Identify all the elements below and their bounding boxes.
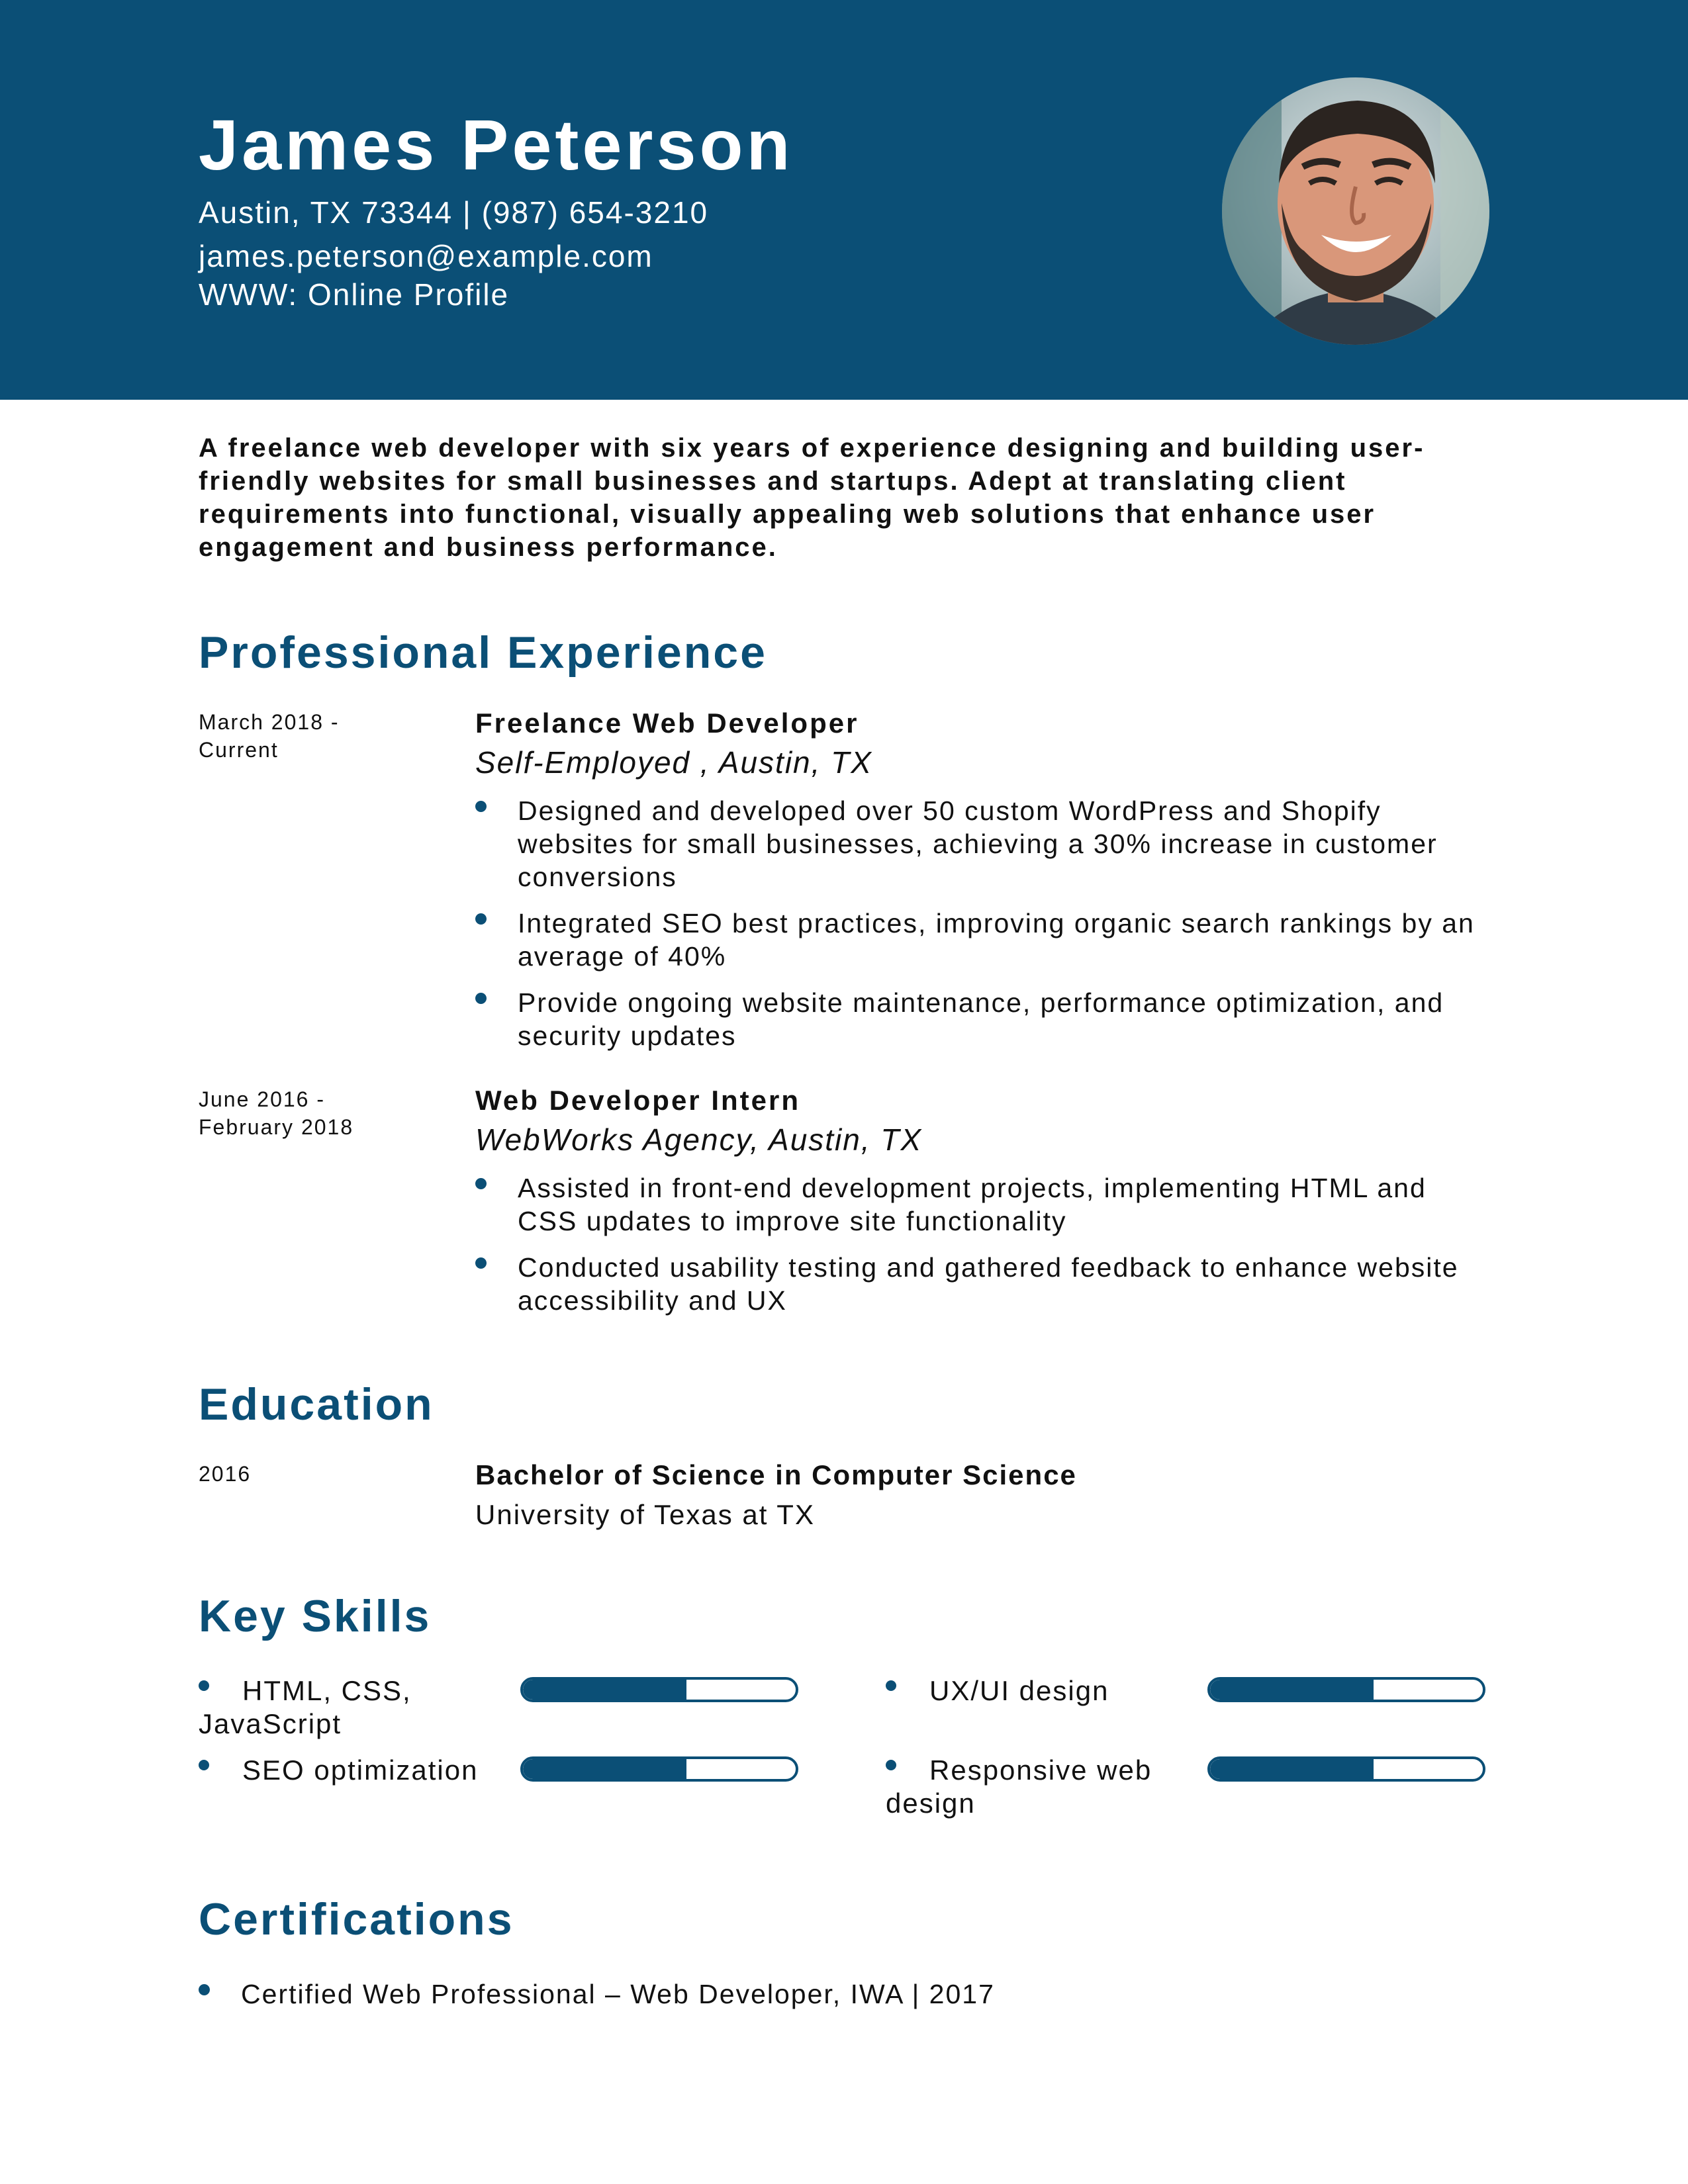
website-link[interactable]: WWW: Online Profile xyxy=(199,277,510,312)
skill-item xyxy=(199,1674,503,1741)
bullet-icon xyxy=(475,1257,487,1269)
bullet-icon xyxy=(475,1178,487,1189)
bullet-icon xyxy=(475,993,487,1004)
skill-level-fill xyxy=(1210,1759,1374,1779)
bullet-icon xyxy=(886,1680,896,1691)
location-phone: Austin, TX 73344 | (987) 654-3210 xyxy=(199,195,709,230)
bullet-icon xyxy=(475,801,487,812)
profile-photo xyxy=(1222,77,1489,345)
professional-summary: A freelance web developer with six years of experience designing and building user-friendly websites for small businesses and startups. Adept at translating client requirements into functional, visually appealing web solutions that enhance user engagement and business performance. xyxy=(199,433,1425,562)
skill-level-fill xyxy=(523,1680,686,1700)
skill-name: Responsive web design xyxy=(886,1754,1152,1819)
candidate-name: James Peterson xyxy=(199,105,794,185)
job-company: Self-Employed , Austin, TX xyxy=(475,745,872,780)
job-bullet-text: Designed and developed over 50 custom WordPress and Shopify websites for small businesses, achieving a 30% increase in customer conversions xyxy=(518,796,1438,892)
email-link[interactable]: james.peterson@example.com xyxy=(199,239,653,273)
job-bullet-text: Assisted in front-end development projects, implementing HTML and CSS updates to improve site functionality xyxy=(518,1173,1427,1236)
certification-text: Certified Web Professional – Web Developer, IWA | 2017 xyxy=(241,1979,995,2009)
skill-name: UX/UI design xyxy=(929,1675,1109,1706)
job-date: June 2016 - February 2018 xyxy=(199,1087,354,1139)
bullet-icon xyxy=(475,913,487,925)
section-title-education: Education xyxy=(199,1379,434,1430)
skill-name: HTML, CSS, JavaScript xyxy=(199,1675,412,1739)
skill-name: SEO optimization xyxy=(242,1754,479,1786)
education-school: University of Texas at TX xyxy=(475,1499,815,1530)
skill-level-bar xyxy=(1207,1677,1485,1702)
skill-item xyxy=(199,1754,503,1787)
job-company: WebWorks Agency, Austin, TX xyxy=(475,1122,923,1157)
skill-level-fill xyxy=(1210,1680,1374,1700)
job-bullet-text: Provide ongoing website maintenance, performance optimization, and security updates xyxy=(518,987,1444,1051)
skill-level-bar xyxy=(1207,1756,1485,1782)
education-date: 2016 xyxy=(199,1462,252,1486)
skill-level-bar xyxy=(520,1677,798,1702)
job-title: Freelance Web Developer xyxy=(475,707,859,739)
header-banner xyxy=(0,0,1688,400)
skill-item xyxy=(886,1754,1190,1820)
skill-level-bar xyxy=(520,1756,798,1782)
section-title-skills: Key Skills xyxy=(199,1591,432,1641)
job-bullet-text: Conducted usability testing and gathered feedback to enhance website accessibility and UX xyxy=(518,1252,1459,1316)
bullet-icon xyxy=(199,1760,209,1770)
job-bullet-text: Integrated SEO best practices, improving organic search rankings by an average of 40% xyxy=(518,908,1475,972)
skill-item xyxy=(886,1674,1190,1707)
job-title: Web Developer Intern xyxy=(475,1085,800,1116)
education-degree: Bachelor of Science in Computer Science xyxy=(475,1459,1077,1490)
section-title-certifications: Certifications xyxy=(199,1894,514,1944)
skill-level-fill xyxy=(523,1759,686,1779)
job-date: March 2018 - Current xyxy=(199,710,340,762)
bullet-icon xyxy=(199,1680,209,1691)
bullet-icon xyxy=(886,1760,896,1770)
bullet-icon xyxy=(199,1984,210,1995)
section-title-experience: Professional Experience xyxy=(199,627,767,678)
